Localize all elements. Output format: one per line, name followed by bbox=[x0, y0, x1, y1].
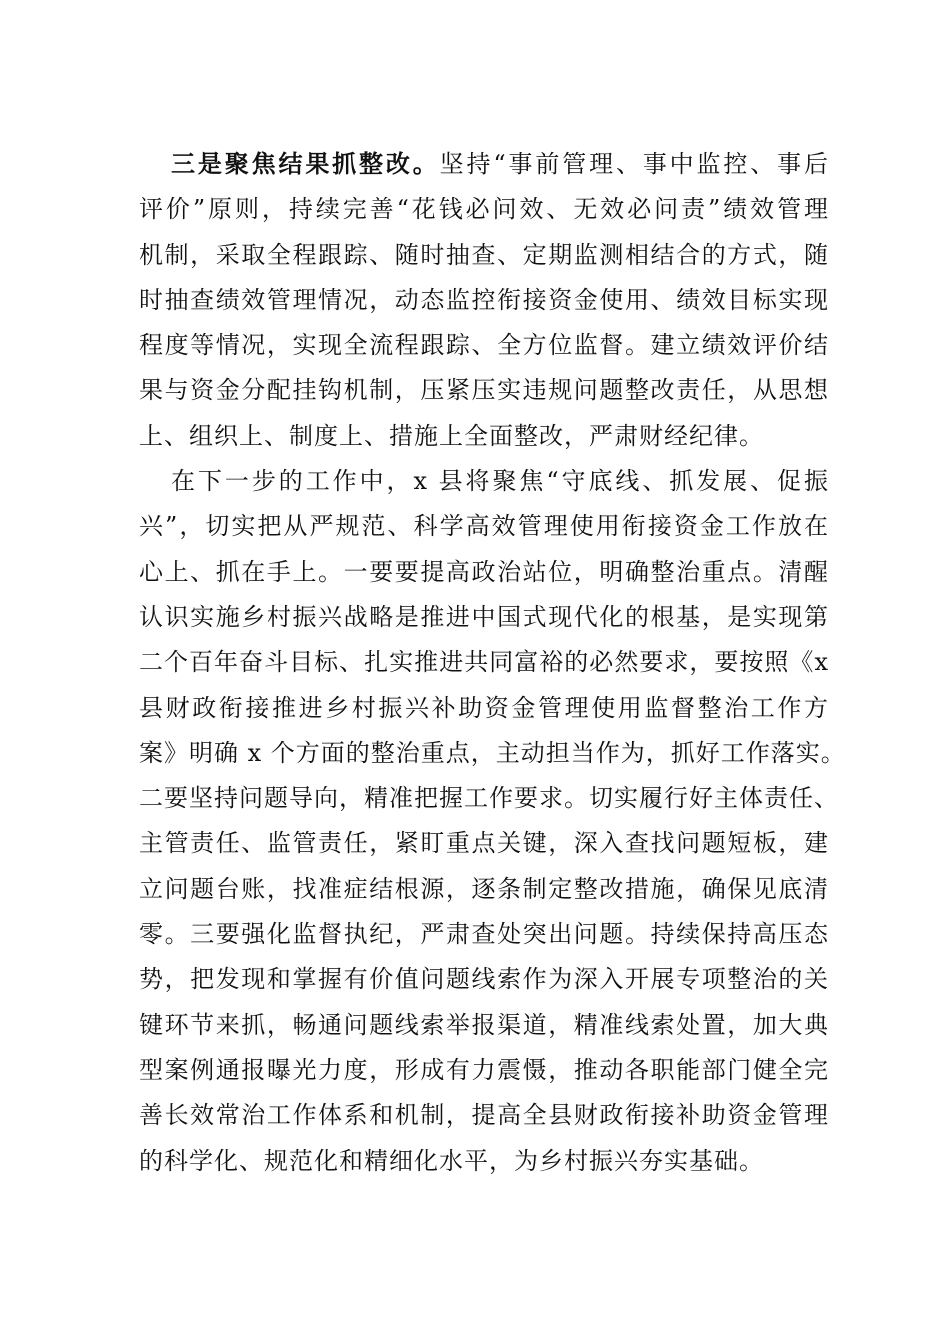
paragraph-line: 兴”，切实把从严规范、科学高效管理使用衔接资金工作放在 bbox=[139, 512, 829, 541]
paragraph-line: 上、组织上、制度上、措施上全面整改，严肃财经纪律。 bbox=[139, 421, 764, 450]
paragraph-line: 县财政衔接推进乡村振兴补助资金管理使用监督整治工作方 bbox=[139, 693, 829, 722]
paragraph-lead-heading: 三是聚焦结果抓整改。 bbox=[171, 149, 440, 178]
paragraph-2 bbox=[139, 459, 846, 1184]
paragraph-line bbox=[139, 141, 829, 187]
paragraph-line: 心上、抓在手上。一要要提高政治站位，明确整治重点。清醒 bbox=[139, 557, 829, 586]
paragraph-line: 认识实施乡村振兴战略是推进中国式现代化的根基，是实现第 bbox=[139, 602, 829, 631]
paragraph-line: 型案例通报曝光力度，形成有力震慑，推动各职能部门健全完 bbox=[139, 1055, 829, 1084]
paragraph-line: 善长效常治工作体系和机制，提高全县财政衔接补助资金管理 bbox=[139, 1101, 829, 1130]
paragraph-line: 主管责任、监管责任，紧盯重点关键，深入查找问题短板，建 bbox=[139, 829, 829, 858]
paragraph-line: 二个百年奋斗目标、扎实推进共同富裕的必然要求，要按照《x bbox=[139, 648, 829, 677]
paragraph-line-text: 坚持“事前管理、事中监控、事后 bbox=[439, 150, 829, 178]
document-body bbox=[139, 141, 846, 1184]
paragraph-line: 键环节来抓，畅通问题线索举报渠道，精准线索处置，加大典 bbox=[139, 1010, 829, 1039]
paragraph-1 bbox=[139, 141, 829, 459]
paragraph-line: 在下一步的工作中，x 县将聚焦“守底线、抓发展、促振 bbox=[171, 467, 829, 496]
paragraph-line: 的科学化、规范化和精细化水平，为乡村振兴夯实基础。 bbox=[139, 1146, 764, 1175]
paragraph-line: 势，把发现和掌握有价值问题线索作为深入开展专项整治的关 bbox=[139, 965, 829, 994]
paragraph-line: 机制，采取全程跟踪、随时抽查、定期监测相结合的方式，随 bbox=[139, 240, 829, 269]
paragraph-line: 程度等情况，实现全流程跟踪、全方位监督。建立绩效评价结 bbox=[139, 331, 829, 360]
paragraph-line: 时抽查绩效管理情况，动态监控衔接资金使用、绩效目标实现 bbox=[139, 285, 829, 314]
paragraph-line: 二要坚持问题导向，精准把握工作要求。切实履行好主体责任、 bbox=[139, 784, 839, 813]
paragraph-line: 果与资金分配挂钩机制，压紧压实违规问题整改责任，从思想 bbox=[139, 376, 829, 405]
paragraph-line: 案》明确 x 个方面的整治重点，主动担当作为，抓好工作落实。 bbox=[139, 738, 846, 767]
paragraph-line: 评价”原则，持续完善“花钱必问效、无效必问责”绩效管理 bbox=[139, 195, 829, 224]
paragraph-line: 立问题台账，找准症结根源，逐条制定整改措施，确保见底清 bbox=[139, 874, 829, 903]
paragraph-line: 零。三要强化监督执纪，严肃查处突出问题。持续保持高压态 bbox=[139, 920, 829, 949]
